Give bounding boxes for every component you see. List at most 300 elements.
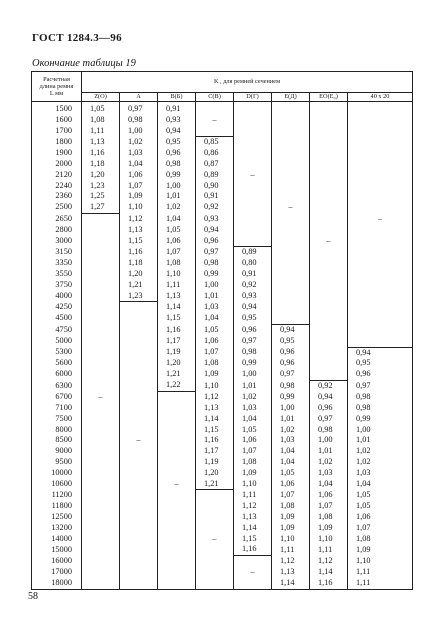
value-cell: 1,11 [348,578,413,589]
empty-cell [348,115,413,126]
empty-cell [272,236,310,247]
empty-cell [158,578,196,589]
value-cell: 0,92 [310,380,348,391]
value-cell: 1,04 [158,213,196,224]
value-cell: 1,11 [348,567,413,578]
table-row [32,181,413,192]
length-cell: 11200 [32,490,82,501]
empty-cell [348,291,413,302]
empty-cell [272,126,310,137]
empty-cell [120,403,158,414]
empty-cell [234,236,272,247]
empty-cell [348,247,413,258]
value-cell: 1,20 [82,170,120,181]
value-cell: 1,09 [272,523,310,534]
empty-cell [234,126,272,137]
value-cell: 1,07 [120,181,158,192]
value-cell: 1,09 [234,468,272,479]
value-cell: 1,02 [348,457,413,468]
length-cell: 9500 [32,457,82,468]
length-cell: 2800 [32,225,82,236]
value-cell: 1,13 [196,403,234,414]
empty-cell [310,280,348,291]
table-row [32,403,413,414]
table-row [32,269,413,280]
value-cell: 1,11 [234,490,272,501]
length-cell: 9000 [32,446,82,457]
empty-cell [272,213,310,224]
col-header-z: Z(O) [82,93,120,102]
value-cell: 1,01 [158,191,196,202]
length-cell: 16000 [32,556,82,567]
empty-cell [82,578,120,589]
value-cell: 1,05 [348,490,413,501]
table-row [32,435,413,446]
value-cell: 1,08 [234,457,272,468]
empty-cell [120,358,158,369]
value-cell: 0,98 [348,403,413,414]
empty-cell [272,313,310,324]
value-cell: 0,93 [158,115,196,126]
length-cell: 4250 [32,302,82,313]
empty-cell [158,435,196,446]
table-row [32,137,413,148]
empty-cell [120,544,158,555]
empty-cell [196,501,234,512]
dash-cell: – [158,479,196,490]
empty-cell [272,137,310,148]
empty-cell [310,126,348,137]
value-cell: 1,02 [158,202,196,213]
empty-cell [120,302,158,313]
value-cell: 1,08 [82,115,120,126]
value-cell: 1,15 [120,236,158,247]
empty-cell [120,425,158,436]
empty-cell [120,523,158,534]
empty-cell [348,202,413,213]
value-cell: 1,05 [158,225,196,236]
empty-cell [82,403,120,414]
empty-cell [234,213,272,224]
value-cell: 0,85 [196,137,234,148]
empty-cell [234,225,272,236]
table-row [32,313,413,324]
value-cell: 1,06 [234,435,272,446]
empty-cell [82,446,120,457]
value-cell: 1,16 [310,578,348,589]
value-cell: 0,93 [234,291,272,302]
value-cell: 1,04 [272,446,310,457]
empty-cell [272,225,310,236]
value-cell: 0,95 [348,358,413,369]
value-cell: 1,11 [158,280,196,291]
value-cell: 0,95 [234,313,272,324]
value-cell: 1,05 [196,324,234,335]
value-cell: 1,09 [272,512,310,523]
value-cell: 1,08 [158,258,196,269]
value-cell: 1,10 [120,202,158,213]
value-cell: 0,96 [196,236,234,247]
value-cell: 0,91 [158,102,196,115]
value-cell: 1,05 [348,501,413,512]
empty-cell [120,446,158,457]
length-cell: 2120 [32,170,82,181]
empty-cell [348,336,413,347]
empty-cell [82,347,120,358]
empty-cell [120,512,158,523]
value-cell: 0,98 [348,392,413,403]
value-cell: 1,20 [196,468,234,479]
empty-cell [82,336,120,347]
value-cell: 1,07 [158,247,196,258]
empty-cell [82,302,120,313]
empty-cell [310,213,348,224]
empty-cell [120,313,158,324]
table-row [32,159,413,170]
value-cell: 1,04 [348,479,413,490]
value-cell: 0,86 [196,148,234,159]
length-cell: 8000 [32,425,82,436]
value-cell: 0,98 [196,258,234,269]
value-cell: 0,95 [272,336,310,347]
value-cell: 1,03 [120,148,158,159]
empty-cell [310,324,348,335]
empty-cell [158,512,196,523]
empty-cell [348,191,413,202]
value-cell: 1,13 [82,137,120,148]
value-cell: 1,07 [234,446,272,457]
length-cell: 6300 [32,380,82,391]
table-row [32,347,413,358]
empty-cell [120,567,158,578]
value-cell: 1,08 [310,512,348,523]
value-cell: 1,14 [272,578,310,589]
empty-cell [234,181,272,192]
empty-cell [120,347,158,358]
empty-cell [158,534,196,545]
value-cell: 1,06 [158,236,196,247]
value-cell: 1,00 [158,181,196,192]
dash-cell: – [234,567,272,578]
value-cell: 1,00 [196,280,234,291]
value-cell: 0,80 [234,258,272,269]
standard-title: ГОСТ 1284.3—96 [32,32,122,44]
table-continuation-caption: Окончание таблицы 19 [32,58,136,69]
coefficient-table [31,71,413,590]
empty-cell [158,446,196,457]
empty-cell [120,380,158,391]
empty-cell [310,336,348,347]
empty-cell [158,556,196,567]
empty-cell [196,567,234,578]
empty-cell [82,544,120,555]
length-cell: 15000 [32,544,82,555]
empty-cell [82,523,120,534]
empty-cell [310,247,348,258]
empty-cell [120,490,158,501]
value-cell: 1,04 [310,479,348,490]
empty-cell [272,102,310,115]
table-row [32,534,413,545]
value-cell: 1,10 [272,534,310,545]
value-cell: 1,27 [82,202,120,213]
col-header-d: D(Г) [234,93,272,102]
value-cell: 1,10 [348,556,413,567]
empty-cell [82,213,120,224]
empty-cell [310,202,348,213]
empty-cell [120,578,158,589]
length-cell: 12500 [32,512,82,523]
dash-cell: – [272,202,310,213]
value-cell: 1,01 [310,446,348,457]
value-cell: 0,96 [234,324,272,335]
length-column-header [32,72,82,102]
value-cell: 1,16 [120,247,158,258]
empty-cell [196,578,234,589]
value-cell: 1,08 [348,534,413,545]
length-header-line-1: Расчетная [43,75,70,83]
dash-cell: – [120,435,158,446]
empty-cell [272,159,310,170]
value-cell: 1,05 [272,468,310,479]
value-cell: 1,01 [196,291,234,302]
empty-cell [82,280,120,291]
value-cell: 0,94 [348,347,413,358]
empty-cell [82,501,120,512]
empty-cell [82,236,120,247]
empty-cell [310,258,348,269]
value-cell: 1,15 [158,313,196,324]
empty-cell [310,347,348,358]
table-row [32,501,413,512]
value-cell: 1,00 [272,403,310,414]
value-cell: 1,19 [196,457,234,468]
empty-cell [348,269,413,280]
empty-cell [158,403,196,414]
value-cell: 1,06 [310,490,348,501]
empty-cell [310,115,348,126]
value-cell: 1,13 [158,291,196,302]
table-row [32,414,413,425]
empty-cell [272,280,310,291]
table-row [32,556,413,567]
value-cell: 1,10 [196,380,234,391]
empty-cell [158,392,196,403]
dash-cell: – [310,236,348,247]
empty-cell [272,247,310,258]
table-row [32,392,413,403]
col-header-c: C(B) [196,93,234,102]
value-cell: 0,97 [120,102,158,115]
empty-cell [120,479,158,490]
value-cell: 0,98 [234,347,272,358]
table-body [32,102,413,590]
empty-cell [272,291,310,302]
empty-cell [348,181,413,192]
empty-cell [310,313,348,324]
value-cell: 0,99 [272,392,310,403]
empty-cell [272,148,310,159]
empty-cell [82,425,120,436]
empty-cell [348,258,413,269]
table-row [32,358,413,369]
value-cell: 1,14 [310,567,348,578]
length-cell: 3350 [32,258,82,269]
empty-cell [120,392,158,403]
table-row [32,102,413,115]
page-number: 58 [28,591,38,602]
empty-cell [348,225,413,236]
empty-cell [234,159,272,170]
empty-cell [82,324,120,335]
value-cell: 1,15 [196,425,234,436]
col-header-eo: EO(Е₀) [310,93,348,102]
value-cell: 0,92 [234,280,272,291]
value-cell: 1,18 [82,159,120,170]
value-cell: 1,13 [234,512,272,523]
empty-cell [82,490,120,501]
value-cell: 0,94 [272,324,310,335]
empty-cell [234,148,272,159]
value-cell: 0,97 [348,380,413,391]
empty-cell [120,468,158,479]
value-cell: 1,13 [120,225,158,236]
value-cell: 1,23 [82,181,120,192]
value-cell: 1,07 [196,347,234,358]
value-cell: 1,05 [82,102,120,115]
empty-cell [82,313,120,324]
value-cell: 1,21 [120,280,158,291]
table-row [32,425,413,436]
value-cell: 0,87 [196,159,234,170]
table-row [32,369,413,380]
value-cell: 1,01 [234,380,272,391]
length-cell: 6700 [32,392,82,403]
value-cell: 1,01 [348,435,413,446]
length-cell: 10000 [32,468,82,479]
value-cell: 0,89 [196,170,234,181]
value-cell: 0,96 [158,148,196,159]
length-cell: 4500 [32,313,82,324]
length-cell: 5300 [32,347,82,358]
empty-cell [348,313,413,324]
value-cell: 0,97 [310,414,348,425]
empty-cell [348,102,413,115]
value-cell: 1,16 [158,324,196,335]
value-cell: 0,91 [234,269,272,280]
value-cell: 0,94 [158,126,196,137]
empty-cell [158,457,196,468]
value-cell: 1,07 [348,523,413,534]
length-cell: 13200 [32,523,82,534]
length-cell: 7100 [32,403,82,414]
value-cell: 0,94 [310,392,348,403]
table-row [32,191,413,202]
value-cell: 0,98 [272,380,310,391]
empty-cell [120,556,158,567]
length-cell: 3750 [32,280,82,291]
empty-cell [310,225,348,236]
value-cell: 0,98 [120,115,158,126]
value-cell: 1,14 [234,523,272,534]
value-cell: 1,12 [310,556,348,567]
empty-cell [82,414,120,425]
value-cell: 1,18 [120,258,158,269]
empty-cell [82,269,120,280]
value-cell: 1,03 [348,468,413,479]
value-cell: 1,06 [348,512,413,523]
empty-cell [272,258,310,269]
empty-cell [310,148,348,159]
table-row [32,170,413,181]
empty-cell [82,291,120,302]
empty-cell [158,425,196,436]
value-cell: 1,04 [234,414,272,425]
length-cell: 11800 [32,501,82,512]
value-cell: 1,12 [234,501,272,512]
col-header-40x20: 40 x 20 [348,93,413,102]
value-cell: 1,11 [272,544,310,555]
table-row [32,302,413,313]
dash-cell: – [196,534,234,545]
table-row [32,115,413,126]
value-cell: 0,98 [158,159,196,170]
value-cell: 1,09 [196,369,234,380]
value-cell: 1,17 [158,336,196,347]
length-cell: 1700 [32,126,82,137]
value-cell: 1,17 [196,446,234,457]
value-cell: 0,96 [272,358,310,369]
length-cell: 1900 [32,148,82,159]
empty-cell [158,490,196,501]
empty-cell [310,269,348,280]
value-cell: 0,97 [196,247,234,258]
value-cell: 0,90 [196,181,234,192]
empty-cell [348,159,413,170]
table-row [32,380,413,391]
value-cell: 1,09 [310,523,348,534]
empty-cell [196,102,234,115]
empty-cell [196,556,234,567]
value-cell: 1,00 [234,369,272,380]
table-row [32,336,413,347]
table-row [32,523,413,534]
value-cell: 0,96 [348,369,413,380]
value-cell: 0,98 [310,425,348,436]
value-cell: 1,21 [196,479,234,490]
value-cell: 0,99 [158,170,196,181]
table-row [32,291,413,302]
value-cell: 1,09 [120,191,158,202]
empty-cell [196,523,234,534]
empty-cell [272,302,310,313]
length-cell: 2240 [32,181,82,192]
length-cell: 14000 [32,534,82,545]
value-cell: 1,15 [234,534,272,545]
length-cell: 4750 [32,324,82,335]
col-header-a: A [120,93,158,102]
value-cell: 1,11 [310,544,348,555]
empty-cell [158,523,196,534]
empty-cell [272,191,310,202]
empty-cell [310,137,348,148]
empty-cell [348,324,413,335]
value-cell: 0,91 [196,191,234,202]
empty-cell [234,191,272,202]
empty-cell [196,126,234,137]
value-cell: 1,00 [348,425,413,436]
value-cell: 0,94 [196,225,234,236]
